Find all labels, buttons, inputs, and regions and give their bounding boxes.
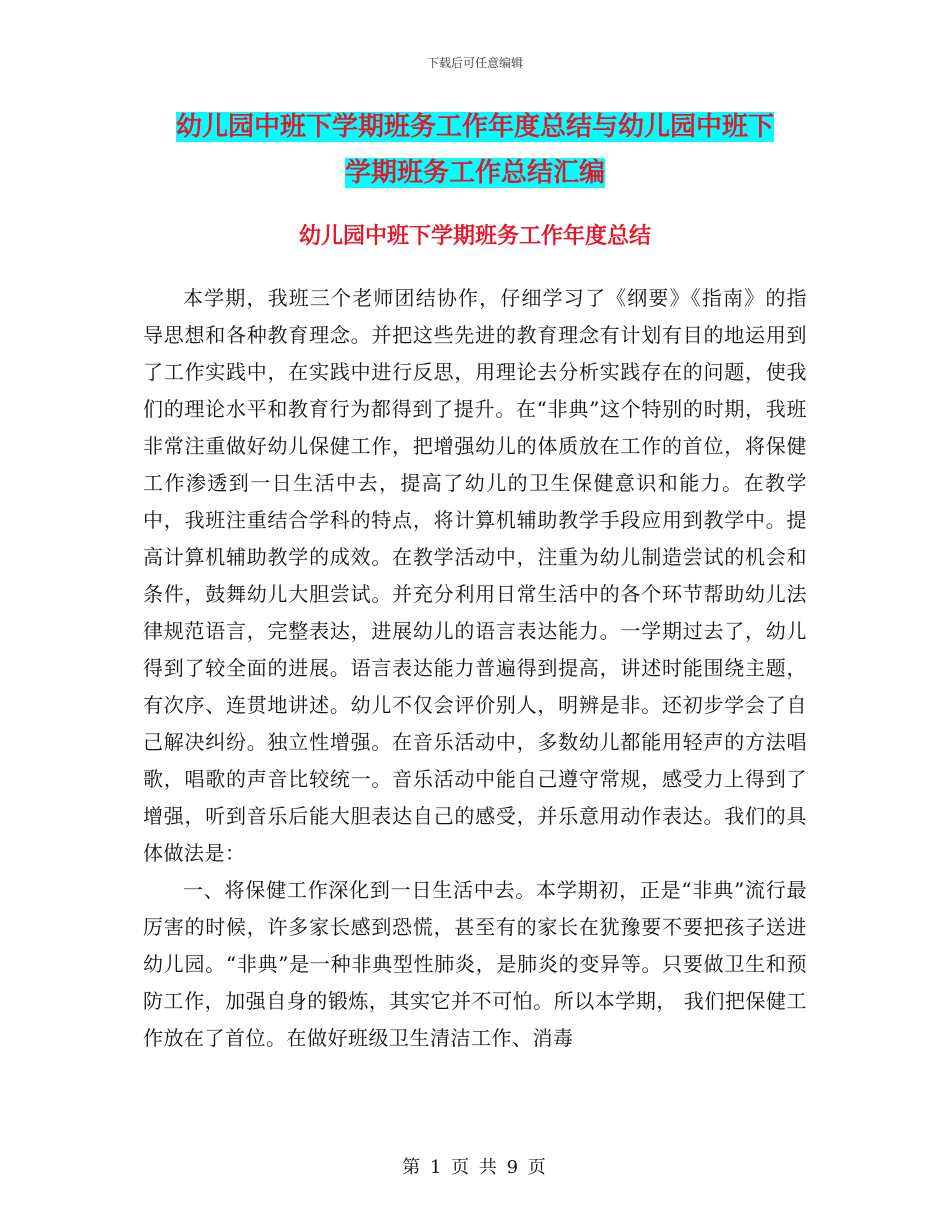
document-title-line-2: 学期班务工作总结汇编 xyxy=(344,158,605,188)
document-title xyxy=(140,104,810,196)
paragraph-1: 本学期，我班三个老师团结协作，仔细学习了《纲要》《指南》的指导思想和各种教育理念。并把这些先进的教育理念有计划有目的地运用到了工作实践中，在实践中进行反思，用理论去分析实践存在的问题，使我们的理论水平和教育行为都得到了提升。在“非典”这个特别的时期，我班非常注重做好幼儿保健工作，把增强幼儿的体质放在工作的首位，将保健工作渗透到一日生活中去，提高了幼儿的卫生保健意识和能力。在教学中，我班注重结合学科的特点，将计算机辅助教学手段应用到教学中。提高计算机辅助教学的成效。在教学活动中，注重为幼儿制造尝试的机会和条件，鼓舞幼儿大胆尝试。并充分利用日常生活中的各个环节帮助幼儿法律规范语言，完整表达，进展幼儿的语言表达能力。一学期过去了，幼儿得到了较全面的进展。语言表达能力普遍得到提高，讲述时能围绕主题，有次序、连贯地讲述。幼儿不仅会评价别人，明辨是非。还初步学会了自己解决纠纷。独立性增强。在音乐活动中，多数幼儿都能用轻声的方法唱歌，唱歌的声音比较统一。音乐活动中能自己遵守常规，感受力上得到了增强，听到音乐后能大胆表达自己的感受，并乐意用动作表达。我们的具体做法是： xyxy=(143,286,807,865)
page-number: 第 1 页 共 9 页 xyxy=(402,1157,548,1178)
paragraph-2: 一、将保健工作深化到一日生活中去。本学期初，正是“非典”流行最厉害的时候，许多家长感到恐慌，甚至有的家长在犹豫要不要把孩子送进幼儿园。“非典”是一种非典型性肺炎，是肺炎的变异等。只要做卫生和预防工作，加强自身的锻炼，其实它并不可怕。所以本学期， 我们把保健工作放在了首位。在做好班级卫生清洁工作、消毒 xyxy=(143,878,807,1050)
body-text xyxy=(143,280,807,1057)
section-title: 幼儿园中班下学期班务工作年度总结 xyxy=(298,224,651,249)
header-note: 下载后可任意编辑 xyxy=(426,56,523,70)
document-title-line-1: 幼儿园中班下学期班务工作年度总结与幼儿园中班下 xyxy=(175,112,774,142)
